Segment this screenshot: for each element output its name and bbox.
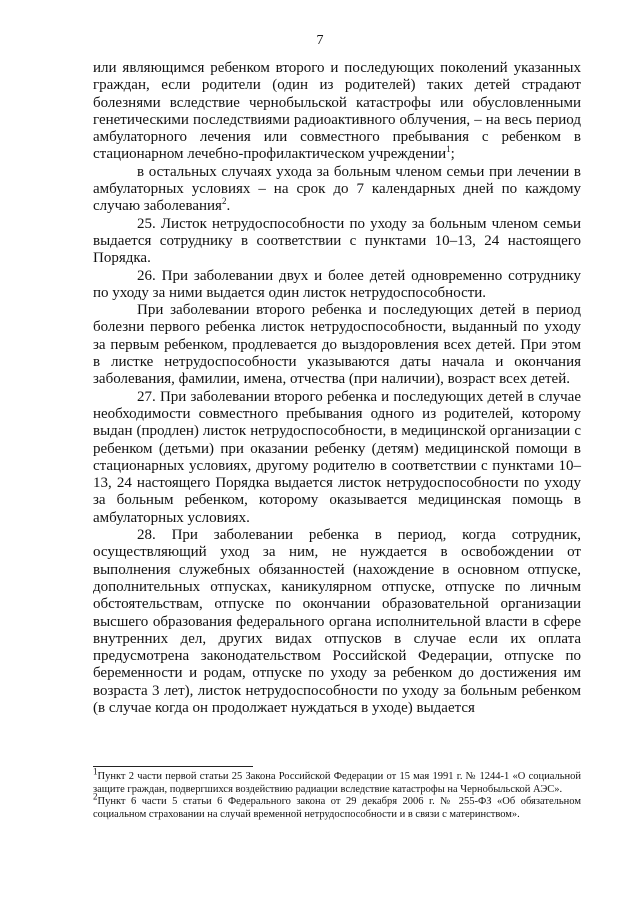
paragraph-26: 26. При заболевании двух и более детей одновременно сотруднику по уходу за ними выдается один листок нетрудоспособности. <box>93 267 581 301</box>
paragraph-text: или являющимся ребенком второго и последующих поколений указанных граждан, если родители (один из родителей) таких детей страдают болезнями вследствие чернобыльской катастрофы или обусловленными генетическими последствиями радиоактивного облучения, – на весь период амбулаторного лечения или совместного пребывания с ребенком в стационарном лечебно-профилактическом учреждении <box>93 60 581 163</box>
paragraph-other-cases <box>93 164 581 216</box>
footnote-mark: 1 <box>93 766 98 777</box>
footnote-text: Пункт 2 части первой статьи 25 Закона Российской Федерации от 15 мая 1991 г. № 1244-1 «О социальной защите граждан, подвергшихся воздействию радиации вследствие катастрофы на Чернобыльской АЭС». <box>93 771 581 795</box>
footnote-2 <box>93 791 581 821</box>
body-text <box>93 60 581 717</box>
paragraph-continuation <box>93 60 581 164</box>
paragraph-text: в остальных случаях ухода за больным членом семьи при лечении в амбулаторных условиях – на срок до 7 календарных дней по каждому случаю заболевания <box>93 163 581 215</box>
footnote-text: Пункт 6 части 5 статьи 6 Федерального закона от 29 декабря 2006 г. № 255-ФЗ «Об обязательном социальном страховании на случай временной нетрудоспособности и в связи с материнством». <box>93 796 581 820</box>
footnote-1 <box>93 766 581 796</box>
page-number: 7 <box>316 33 324 48</box>
footnote-mark: 2 <box>93 791 98 802</box>
footnote-ref: 2 <box>221 196 227 207</box>
paragraph-25: 25. Листок нетрудоспособности по уходу за больным членом семьи выдается сотруднику в соответствии с пунктами 10–13, 24 настоящего Порядка. <box>93 215 581 267</box>
footnotes <box>93 766 581 821</box>
footnote-ref: 1 <box>446 144 451 155</box>
paragraph-tail: . <box>226 198 231 215</box>
paragraph-27: 27. При заболевании второго ребенка и последующих детей в случае необходимости совместного пребывания одного из родителей, которому выдан (продлен) листок нетрудоспособности, в медицинской организации с ребенком (детьми) при оказании ребенку (детям) медицинской помощи в стационарных условиях, другому родителю в соответствии с пунктами 10–13, 24 настоящего Порядка выдается листок нетрудоспособности по уходу за больным ребенком, которому оказывается медицинская помощь в амбулаторных условиях. <box>93 388 581 526</box>
paragraph-28: 28. При заболевании ребенка в период, когда сотрудник, осуществляющий уход за ним, не нуждается в освобождении от выполнения служебных обязанностей (нахождение в основном отпуске, дополнительных отпусках, каникулярном отпуске, отпуске по личным обстоятельствам, отпуске по окончании образовательной организации высшего образования федерального органа исполнительной власти в сфере внутренних дел, других видах отпусков в случае если их оплата предусмотрена законодательством Российской Федерации, отпуске по беременности и родам, отпуске по уходу за ребенком до достижения им возраста 3 лет), листок нетрудоспособности по уходу за больным ребенком (в случае когда он продолжает нуждаться в уходе) выдается <box>93 527 581 716</box>
footnote-divider <box>93 766 253 767</box>
paragraph-26-continued: При заболевании второго ребенка и последующих детей в период болезни первого ребенка листок нетрудоспособности, выданный по уходу за первым ребенком, продлевается до выздоровления всех детей. При этом в листке нетрудоспособности указываются даты начала и окончания заболевания, фамилии, имена, отчества (при наличии), возраст всех детей. <box>93 302 581 388</box>
paragraph-tail: ; <box>450 146 455 163</box>
